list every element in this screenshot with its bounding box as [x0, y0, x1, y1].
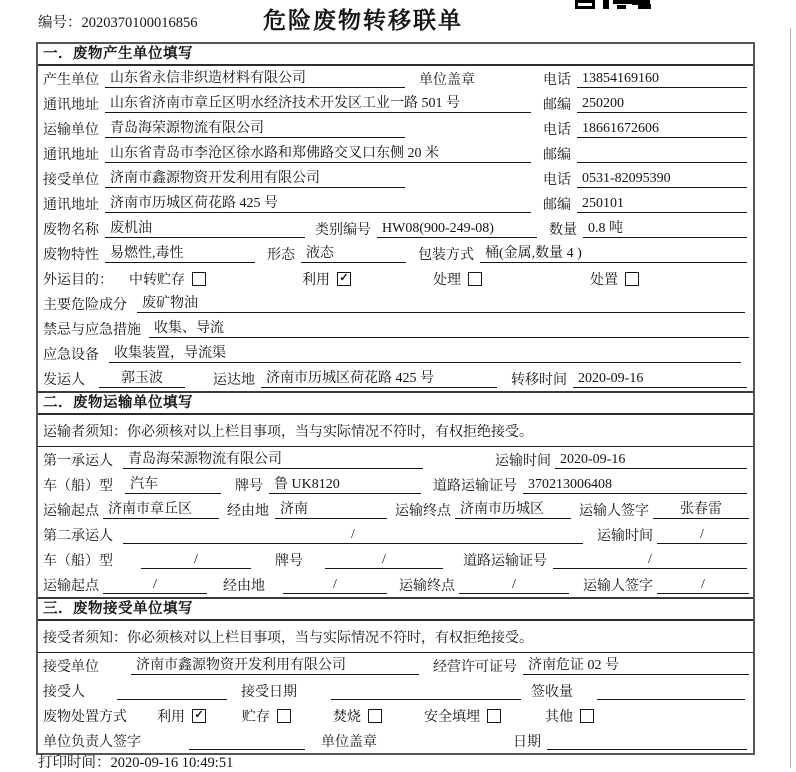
- manifest-number-label: 编号：: [38, 15, 82, 31]
- origin-2-value: /: [103, 575, 207, 594]
- checkbox-checked-icon: ✓: [192, 709, 206, 723]
- vehicle-type-1-value: 汽车: [125, 475, 221, 494]
- checkbox-unchecked-icon: [625, 272, 639, 286]
- main-hazard-value: 废矿物油: [137, 294, 745, 313]
- checkbox-unchecked-icon: [468, 272, 482, 286]
- destination-value: 济南市历城区荷花路 425 号: [261, 369, 497, 388]
- responsible-signature-value: [189, 731, 305, 750]
- row-emergency-equipment: [38, 341, 753, 366]
- carrier-signature-2-label: 运输人签字: [583, 578, 653, 594]
- row-transfer-purpose: [38, 266, 753, 291]
- purpose-transit-storage-option: [129, 269, 206, 289]
- plate-number-2-label: 牌号: [275, 553, 303, 569]
- business-license-value: 济南危证 02 号: [523, 656, 749, 675]
- purpose-transit-storage-label: 中转贮存: [129, 272, 185, 288]
- vehicle-type-2-label: 车（船）型: [43, 553, 113, 569]
- road-permit-2-label: 道路运输证号: [463, 553, 547, 569]
- checkbox-unchecked-icon: [580, 709, 594, 723]
- vehicle-type-1-label: 车（船）型: [43, 478, 113, 494]
- second-carrier-label: 第二承运人: [43, 528, 113, 544]
- transport-time-2-label: 运输时间: [597, 528, 653, 544]
- receiver-unit-label: 接受单位: [43, 172, 99, 188]
- transfer-purpose-label: 外运目的：: [43, 272, 113, 288]
- road-permit-2-value: /: [553, 550, 747, 569]
- checkbox-unchecked-icon: [192, 272, 206, 286]
- disposal-storage-label: 贮存: [242, 709, 270, 725]
- disposal-other-option: [545, 706, 594, 726]
- purpose-dispose-option: [590, 269, 639, 289]
- row-receiving-unit: [38, 653, 753, 678]
- purpose-utilize-label: 利用: [302, 272, 330, 288]
- row-first-carrier: [38, 447, 753, 472]
- seal-date-value: [547, 731, 747, 750]
- taboo-measures-value: 收集、导流: [149, 319, 749, 338]
- transporter-phone-label: 电话: [543, 122, 571, 138]
- receiving-person-label: 接受人: [43, 684, 85, 700]
- terminus-1-label: 运输终点: [395, 503, 451, 519]
- row-disposal-method: [38, 703, 753, 728]
- disposal-other-label: 其他: [545, 709, 573, 725]
- origin-1-label: 运输起点: [43, 503, 99, 519]
- unit-seal-label: 单位盖章: [419, 72, 475, 88]
- waste-name-value: 废机油: [105, 219, 305, 238]
- purpose-treat-option: [433, 269, 482, 289]
- transport-time-2-value: /: [657, 525, 747, 544]
- main-hazard-label: 主要危险成分: [43, 297, 127, 313]
- row-producer-address: [38, 91, 753, 116]
- row-route-1: [38, 497, 753, 522]
- page-edge-line: [790, 28, 791, 768]
- producer-address-label: 通讯地址: [43, 97, 99, 113]
- row-receiving-person: [38, 678, 753, 703]
- via-1-label: 经由地: [227, 503, 269, 519]
- signed-quantity-label: 签收量: [531, 684, 573, 700]
- first-carrier-label: 第一承运人: [43, 453, 113, 469]
- producer-unit-value: 山东省永信非织造材料有限公司: [105, 69, 405, 88]
- checkbox-unchecked-icon: [368, 709, 382, 723]
- origin-2-label: 运输起点: [43, 578, 99, 594]
- transporter-unit-label: 运输单位: [43, 122, 99, 138]
- purpose-utilize-option: [302, 269, 351, 289]
- section-receiver-title: 三．废物接受单位填写: [38, 599, 753, 621]
- via-1-value: 济南: [275, 500, 387, 519]
- terminus-1-value: 济南市历城区: [455, 500, 571, 519]
- emergency-equipment-value: 收集装置，导流渠: [109, 344, 741, 363]
- first-carrier-value: 青岛海荣源物流有限公司: [123, 450, 423, 469]
- responsible-signature-label: 单位负责人签字: [43, 734, 141, 750]
- receiver-zip-label: 邮编: [543, 197, 571, 213]
- second-carrier-value: /: [123, 525, 583, 544]
- destination-label: 运达地: [213, 372, 255, 388]
- producer-phone-value: 13854169160: [577, 69, 747, 88]
- carrier-signature-2-value: /: [657, 575, 749, 594]
- producer-phone-label: 电话: [543, 72, 571, 88]
- disposal-utilize-option: [157, 706, 206, 726]
- receiving-unit-value: 济南市鑫源物资开发利用有限公司: [131, 656, 419, 675]
- disposal-storage-option: [242, 706, 291, 726]
- checkbox-checked-icon: ✓: [337, 272, 351, 286]
- transfer-time-value: 2020-09-16: [573, 369, 747, 388]
- signed-quantity-value: [597, 681, 745, 700]
- packing-value: 桶(金属,数量 4 ): [480, 244, 747, 263]
- receiver-unit-value: 济南市鑫源物资开发利用有限公司: [105, 169, 405, 188]
- print-time-label: 打印时间：: [38, 755, 111, 771]
- row-second-carrier: [38, 522, 753, 547]
- print-time: [38, 751, 233, 772]
- row-transporter-unit: [38, 116, 753, 141]
- print-time-value: 2020-09-16 10:49:51: [110, 755, 234, 771]
- transporter-zip-label: 邮编: [543, 147, 571, 163]
- emergency-equipment-label: 应急设备: [43, 347, 99, 363]
- row-taboo-measures: [38, 316, 753, 341]
- receiving-unit-label: 接受单位: [43, 659, 99, 675]
- waste-name-label: 废物名称: [43, 222, 99, 238]
- transporter-zip-value: [577, 144, 747, 163]
- producer-zip-label: 邮编: [543, 97, 571, 113]
- transporter-address-value: 山东省青岛市李沧区徐水路和郑佛路交叉口东侧 20 米: [105, 144, 531, 163]
- terminus-2-label: 运输终点: [399, 578, 455, 594]
- plate-number-1-value: 鲁 UK8120: [269, 475, 421, 494]
- transfer-time-label: 转移时间: [511, 372, 567, 388]
- shipper-label: 发运人: [43, 372, 85, 388]
- receiving-date-label: 接受日期: [241, 684, 297, 700]
- transporter-address-label: 通讯地址: [43, 147, 99, 163]
- row-producer-unit: [38, 66, 753, 91]
- section-producer: [38, 44, 753, 391]
- road-permit-1-value: 370213006408: [523, 475, 747, 494]
- section-receiver: [38, 597, 753, 753]
- row-waste-name: [38, 216, 753, 241]
- row-waste-character: [38, 241, 753, 266]
- disposal-landfill-option: [424, 706, 501, 726]
- disposal-incinerate-option: [333, 706, 382, 726]
- section-transport: [38, 391, 753, 597]
- row-responsible-signature: [38, 728, 753, 753]
- packing-label: 包装方式: [418, 247, 474, 263]
- transporter-phone-value: 18661672606: [577, 119, 747, 138]
- producer-unit-label: 产生单位: [43, 72, 99, 88]
- manifest-table: [36, 42, 755, 755]
- receiver-phone-label: 电话: [543, 172, 571, 188]
- disposal-method-label: 废物处置方式: [43, 709, 127, 725]
- business-license-label: 经营许可证号: [433, 659, 517, 675]
- waste-character-value: 易燃性,毒性: [105, 244, 255, 263]
- row-shipper: [38, 366, 753, 391]
- manifest-number-value: 2020370100016856: [81, 15, 198, 31]
- document-title: 危险废物转移联单: [263, 8, 463, 33]
- transporter-unit-value: 青岛海荣源物流有限公司: [105, 119, 405, 138]
- shipper-value: 郭玉波: [99, 369, 185, 388]
- row-route-2: [38, 572, 753, 597]
- seal-date-label: 日期: [513, 734, 541, 750]
- transport-time-1-value: 2020-09-16: [555, 450, 747, 469]
- receiver-zip-value: 250101: [577, 194, 747, 213]
- transporter-notice: 运输者须知：你必须核对以上栏目事项，当与实际情况不符时，有权拒绝接受。: [38, 415, 753, 447]
- row-transporter-address: [38, 141, 753, 166]
- waste-character-label: 废物特性: [43, 247, 99, 263]
- row-receiver-unit: [38, 166, 753, 191]
- via-2-label: 经由地: [223, 578, 265, 594]
- quantity-value: 0.8 吨: [583, 219, 747, 238]
- disposal-incinerate-label: 焚烧: [333, 709, 361, 725]
- qr-code-icon: [575, 0, 651, 9]
- row-vehicle-2: [38, 547, 753, 572]
- form-value: 液态: [301, 244, 406, 263]
- plate-number-1-label: 牌号: [235, 478, 263, 494]
- category-code-value: HW08(900-249-08): [377, 219, 537, 238]
- form-label: 形态: [267, 247, 295, 263]
- origin-1-value: 济南市章丘区: [103, 500, 219, 519]
- receiver-address-label: 通讯地址: [43, 197, 99, 213]
- receiving-person-value: [117, 681, 227, 700]
- purpose-treat-label: 处理: [433, 272, 461, 288]
- receiver-address-value: 济南市历城区荷花路 425 号: [105, 194, 531, 213]
- producer-address-value: 山东省济南市章丘区明水经济技术开发区工业一路 501 号: [105, 94, 531, 113]
- terminus-2-value: /: [459, 575, 569, 594]
- row-receiver-address: [38, 191, 753, 216]
- category-code-label: 类别编号: [315, 222, 371, 238]
- receiving-date-value: [331, 681, 521, 700]
- disposal-landfill-label: 安全填埋: [424, 709, 480, 725]
- row-main-hazard: [38, 291, 753, 316]
- vehicle-type-2-value: /: [141, 550, 251, 569]
- quantity-label: 数量: [549, 222, 577, 238]
- transport-time-1-label: 运输时间: [495, 453, 551, 469]
- row-vehicle-1: [38, 472, 753, 497]
- via-2-value: /: [283, 575, 387, 594]
- taboo-measures-label: 禁忌与应急措施: [43, 322, 141, 338]
- receiver-notice: 接受者须知：你必须核对以上栏目事项，当与实际情况不符时，有权拒绝接受。: [38, 621, 753, 653]
- disposal-utilize-label: 利用: [157, 709, 185, 725]
- section-producer-title: 一．废物产生单位填写: [38, 44, 753, 66]
- plate-number-2-value: /: [325, 550, 443, 569]
- receiver-seal-label: 单位盖章: [321, 734, 377, 750]
- producer-zip-value: 250200: [577, 94, 747, 113]
- carrier-signature-1-value: 张春雷: [653, 500, 749, 519]
- road-permit-1-label: 道路运输证号: [433, 478, 517, 494]
- purpose-dispose-label: 处置: [590, 272, 618, 288]
- receiver-phone-value: 0531-82095390: [577, 169, 747, 188]
- carrier-signature-1-label: 运输人签字: [579, 503, 649, 519]
- section-transport-title: 二．废物运输单位填写: [38, 393, 753, 415]
- checkbox-unchecked-icon: [277, 709, 291, 723]
- checkbox-unchecked-icon: [487, 709, 501, 723]
